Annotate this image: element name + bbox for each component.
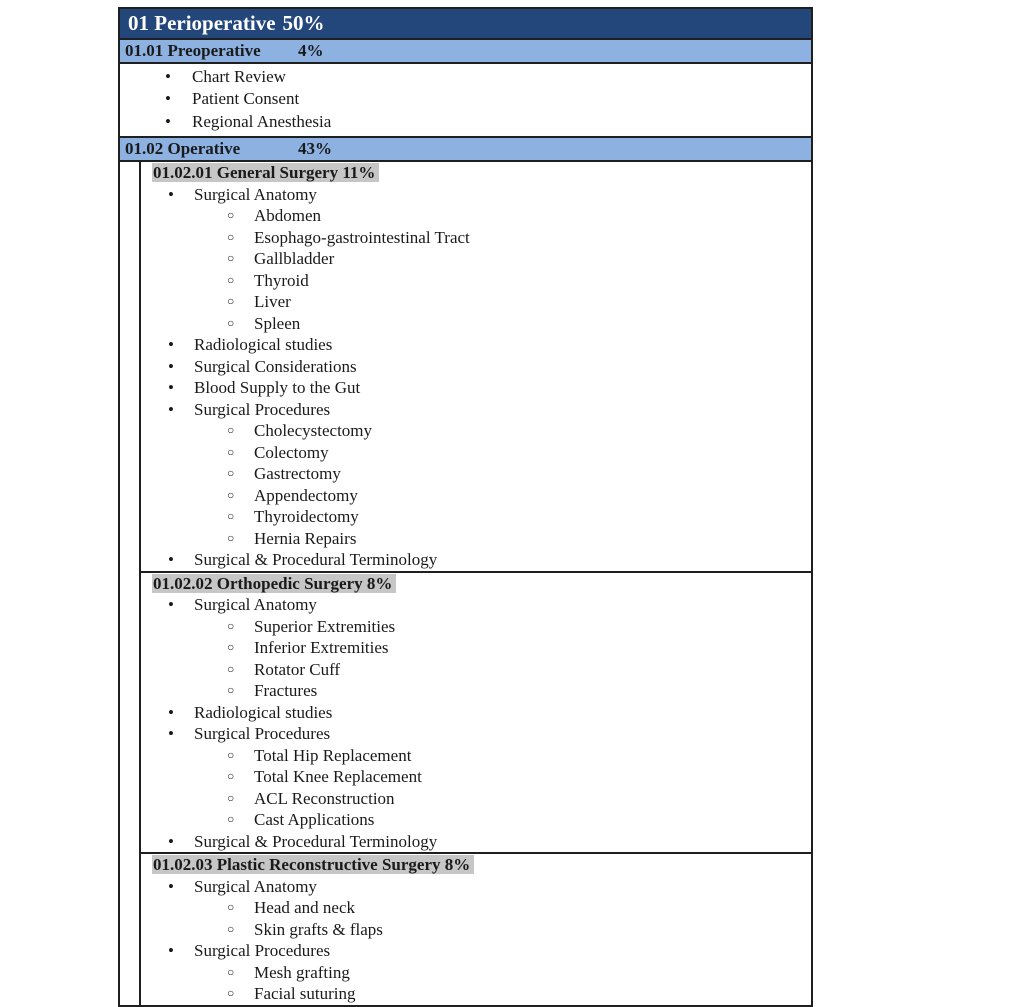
disc-bullet-icon: • (168, 335, 174, 355)
disc-bullet-icon: • (165, 67, 171, 86)
list-item-label: Surgical Anatomy (194, 184, 317, 204)
list-item-label: Surgical Procedures (194, 724, 331, 744)
disc-bullet-icon: • (168, 831, 174, 851)
list-item (141, 962, 811, 984)
section-orthopedic-surgery (141, 571, 811, 853)
list-item (141, 897, 811, 919)
circle-bullet-icon: ○ (227, 964, 235, 979)
preoperative-topic-list (120, 64, 811, 136)
list-item (141, 919, 811, 941)
list-item (141, 616, 811, 638)
list-item (141, 420, 811, 442)
disc-bullet-icon: • (168, 876, 174, 896)
circle-bullet-icon: ○ (227, 272, 235, 287)
list-item-label: Inferior Extremities (254, 638, 389, 658)
domain-header-row (120, 9, 811, 40)
list-item (141, 248, 811, 270)
disc-bullet-icon: • (165, 89, 171, 109)
list-item-label: Colectomy (254, 442, 329, 462)
circle-bullet-icon: ○ (227, 921, 235, 936)
list-item (120, 88, 811, 110)
list-item (141, 377, 811, 399)
list-item (120, 66, 811, 88)
circle-bullet-icon: ○ (227, 900, 235, 915)
list-item-label: ACL Reconstruction (254, 788, 395, 808)
subdomain-label: 01.01 Preoperative (125, 41, 261, 60)
list-item-label: Surgical & Procedural Terminology (194, 550, 438, 570)
list-item (141, 876, 811, 898)
list-item-label: Cholecystectomy (254, 421, 373, 441)
section-title (141, 854, 811, 876)
list-item (141, 723, 811, 745)
list-item-label: Cast Applications (254, 810, 375, 830)
section-title-highlight: 01.02.01 General Surgery 11% (152, 163, 379, 182)
list-item-label: Thyroidectomy (254, 507, 359, 527)
circle-bullet-icon: ○ (227, 790, 235, 805)
circle-bullet-icon: ○ (227, 466, 235, 481)
list-item (141, 313, 811, 335)
list-item (141, 940, 811, 962)
disc-bullet-icon: • (165, 111, 171, 131)
domain-header-percent: 50% (282, 11, 325, 35)
list-item-label: Surgical Procedures (194, 399, 331, 419)
list-item-label: Mesh grafting (254, 962, 350, 982)
list-item-label: Surgical Considerations (194, 356, 357, 376)
list-item (141, 745, 811, 767)
list-item (141, 334, 811, 356)
section-title (141, 573, 811, 595)
list-item (141, 506, 811, 528)
subdomain-percent: 4% (298, 41, 324, 60)
list-item (141, 399, 811, 421)
disc-bullet-icon: • (168, 702, 174, 722)
section-title (141, 162, 811, 184)
list-item (141, 983, 811, 1005)
list-item (141, 356, 811, 378)
disc-bullet-icon: • (168, 595, 174, 615)
list-item-label: Spleen (254, 313, 301, 333)
list-item-label: Radiological studies (194, 702, 333, 722)
list-item-label: Hernia Repairs (254, 528, 357, 548)
disc-bullet-icon: • (168, 356, 174, 376)
circle-bullet-icon: ○ (227, 530, 235, 545)
circle-bullet-icon: ○ (227, 812, 235, 827)
list-item-label: Blood Supply to the Gut (194, 378, 361, 398)
section-topic-list (141, 184, 811, 571)
list-item-label: Superior Extremities (254, 616, 396, 636)
list-item (141, 463, 811, 485)
circle-bullet-icon: ○ (227, 661, 235, 676)
subdomain-label: 01.02 Operative (125, 139, 241, 159)
list-item-label: Radiological studies (194, 335, 333, 355)
operative-sections-container (139, 162, 811, 1005)
section-plastic-reconstructive-surgery (141, 852, 811, 1005)
circle-bullet-icon: ○ (227, 986, 235, 1001)
circle-bullet-icon: ○ (227, 487, 235, 502)
circle-bullet-icon: ○ (227, 640, 235, 655)
list-item-label: Liver (254, 292, 291, 312)
list-item-label: Head and neck (254, 898, 356, 918)
disc-bullet-icon: • (168, 941, 174, 961)
subdomain-row-preoperative (120, 40, 811, 64)
circle-bullet-icon: ○ (227, 747, 235, 762)
circle-bullet-icon: ○ (227, 509, 235, 524)
list-item-label: Surgical Anatomy (194, 595, 317, 615)
circle-bullet-icon: ○ (227, 208, 235, 223)
list-item-label: Esophago-gastrointestinal Tract (254, 227, 470, 247)
list-item (141, 270, 811, 292)
list-item-label: Total Hip Replacement (254, 745, 412, 765)
list-item-label: Gastrectomy (254, 464, 341, 484)
list-item (141, 594, 811, 616)
circle-bullet-icon: ○ (227, 229, 235, 244)
list-item (141, 184, 811, 206)
section-general-surgery (141, 162, 811, 571)
section-title-highlight: 01.02.03 Plastic Reconstructive Surgery 8% (152, 855, 474, 874)
list-item (141, 788, 811, 810)
list-item-label: Total Knee Replacement (254, 767, 422, 787)
list-item-label: Appendectomy (254, 485, 358, 505)
list-item (120, 111, 811, 133)
disc-bullet-icon: • (168, 184, 174, 204)
list-item (141, 766, 811, 788)
list-item (141, 831, 811, 853)
list-item-label: Surgical Anatomy (194, 876, 317, 896)
disc-bullet-icon: • (168, 378, 174, 398)
list-item (141, 659, 811, 681)
list-item (141, 680, 811, 702)
list-item-label: Thyroid (254, 270, 309, 290)
list-item (141, 291, 811, 313)
list-item (141, 702, 811, 724)
list-item-label: Surgical Procedures (194, 941, 331, 961)
circle-bullet-icon: ○ (227, 444, 235, 459)
disc-bullet-icon: • (168, 724, 174, 744)
list-item (141, 227, 811, 249)
section-topic-list (141, 876, 811, 1005)
section-title-highlight: 01.02.02 Orthopedic Surgery 8% (152, 574, 396, 593)
list-item-label: Patient Consent (192, 89, 300, 109)
list-item-label: Surgical & Procedural Terminology (194, 831, 438, 851)
circle-bullet-icon: ○ (227, 683, 235, 698)
list-item (141, 442, 811, 464)
subdomain-percent: 43% (298, 139, 332, 159)
list-item-label: Skin grafts & flaps (254, 919, 383, 939)
list-item-label: Gallbladder (254, 249, 335, 269)
list-item-label: Facial suturing (254, 984, 356, 1004)
list-item (141, 528, 811, 550)
circle-bullet-icon: ○ (227, 251, 235, 266)
content-outline-table (118, 7, 813, 1007)
list-item-label: Abdomen (254, 206, 322, 226)
subdomain-row-operative (120, 136, 811, 162)
list-item-label: Chart Review (192, 67, 286, 86)
disc-bullet-icon: • (168, 399, 174, 419)
circle-bullet-icon: ○ (227, 618, 235, 633)
list-item (141, 637, 811, 659)
list-item-label: Rotator Cuff (254, 659, 341, 679)
circle-bullet-icon: ○ (227, 315, 235, 330)
section-topic-list (141, 594, 811, 852)
list-item (141, 485, 811, 507)
disc-bullet-icon: • (168, 550, 174, 570)
domain-header-label: 01 Perioperative (128, 11, 276, 35)
list-item-label: Regional Anesthesia (192, 111, 332, 131)
circle-bullet-icon: ○ (227, 423, 235, 438)
circle-bullet-icon: ○ (227, 294, 235, 309)
list-item-label: Fractures (254, 681, 318, 701)
circle-bullet-icon: ○ (227, 769, 235, 784)
list-item (141, 205, 811, 227)
list-item (141, 549, 811, 571)
list-item (141, 809, 811, 831)
